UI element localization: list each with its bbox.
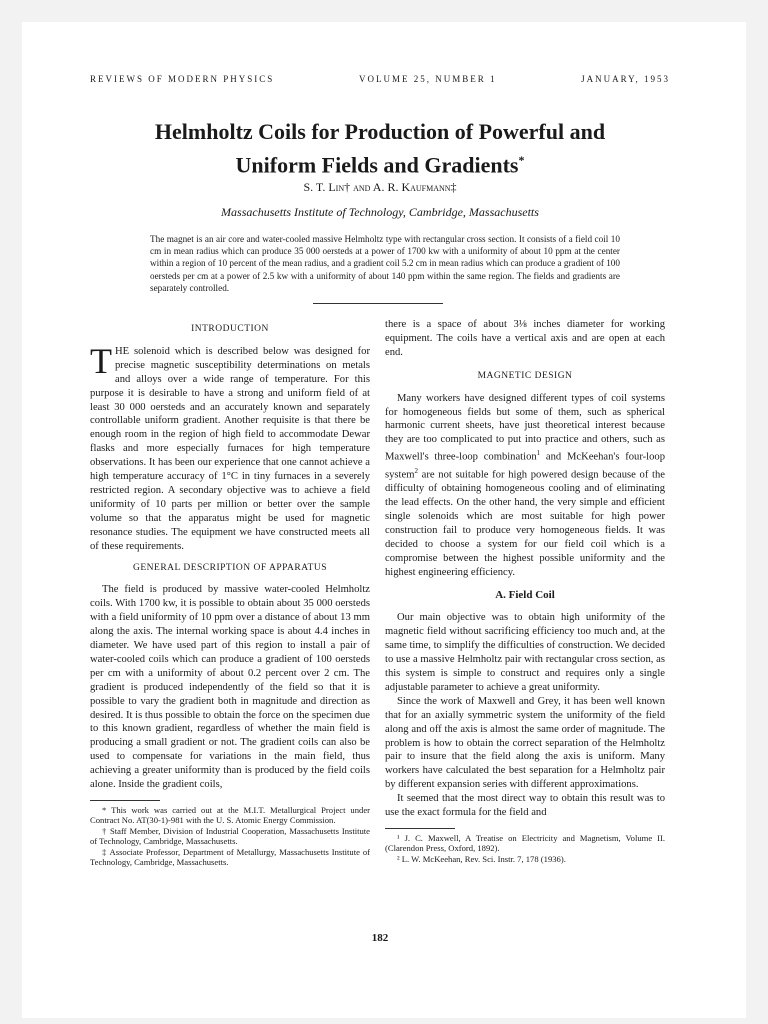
footnote-divider xyxy=(90,800,160,801)
paper-title xyxy=(60,118,700,179)
footnote-divider-right xyxy=(385,828,455,829)
reference-2-mark: 2 xyxy=(414,466,418,475)
footnote-double-dagger: ‡ Associate Professor, Department of Metallurgy, Massachusetts Institute of Technology, Cambridge, Massachusetts. xyxy=(90,846,370,868)
left-column xyxy=(90,318,370,867)
drop-cap: T xyxy=(90,340,112,381)
affiliation: Massachusetts Institute of Technology, Cambridge, Massachusetts xyxy=(221,205,539,219)
abstract-divider xyxy=(313,303,443,304)
magnetic-design-heading: MAGNETIC DESIGN xyxy=(477,370,573,381)
apparatus-heading: GENERAL DESCRIPTION OF APPARATUS xyxy=(133,562,327,573)
right-column xyxy=(385,318,665,864)
introduction-paragraph: THE solenoid which is described below was designed for precise magnetic susceptibility determinations on metals and alloys over a wide range of temperature. For this purpose it is desirable to have a strong and uniform field of at least 30 000 oersteds and an accurately known and separately controllable uniform gradient. Another requisite is that there be enough room in the region of high field to accommodate Dewar flasks and more especially furnaces for high temperature observations. It has been our experience that one cannot achieve a high temperature accuracy of 1°C in tiny furnaces in a severely restricted region. A secondary objective was to achieve a field uniformity of 10 parts per million or better over the sample volume so that the apparatus might be used for magnetic resonance studies. The equipment we have constructed meets all of these requirements. xyxy=(90,340,370,552)
issue-date: JANUARY, 1953 xyxy=(581,74,670,84)
running-header xyxy=(90,74,670,84)
reference-1-mark: 1 xyxy=(536,449,541,458)
footnote-dagger: † Staff Member, Division of Industrial Cooperation, Massachusetts Institute of Technology, Cambridge, Massachusetts. xyxy=(90,825,370,847)
volume-number: VOLUME 25, NUMBER 1 xyxy=(358,74,497,84)
introduction-heading: INTRODUCTION xyxy=(191,324,269,334)
author-list: S. T. Lin† and A. R. Kaufmann‡ xyxy=(303,180,457,194)
title-footnote-mark: * xyxy=(518,153,525,167)
field-coil-paragraph-2: Since the work of Maxwell and Grey, it has been well known that for an axially symmetric system the uniformity of the field along and off the axis is almost the same order of magnitude. The problem is how to obtain the correct separation of the Helmholtz pair to insure that the field along the axis is uniform. Many workers have calculated the best separation for a Helmholtz pair by different expansion series with different approximations. xyxy=(385,695,665,791)
footnote-star: * This work was carried out at the M.I.T. Metallurgical Project under Contract No. AT(30-1)-981 with the U. S. Atomic Energy Commission. xyxy=(90,805,370,826)
magnetic-design-paragraph: Many workers have designed different types of coil systems for homogeneous fields but some of them, such as spherical harmonic current sheets, have just theoretical interest because they are too complicated to put into practice and others, such as Maxwell's three-loop combination$^1$ and McKeehan's four-loop system$^2$ are not suitable for high powered design because of the difficulty of obtaining homogeneous cooling and of eliminating the lead effects. On the other hand, the very simple and efficient single solenoids which are most suitable for high power construction fail to produce very homogeneous fields. It was decided to choose a system for our field coil which is a compromise between the highest possible uniformity and the highest engineering efficiency. xyxy=(385,392,665,578)
footnote-1: ¹ J. C. Maxwell, A Treatise on Electricity and Magnetism, Volume II. (Clarendon Press, Oxford, 1892). xyxy=(385,832,665,854)
field-coil-paragraph-1: Our main objective was to obtain high uniformity of the magnetic field without sacrificing efficiency too much and, at the same time, to simplify the difficulties of construction. We decided to use a massive Helmholtz pair with rectangular cross section, as this system is simple to construct and requires only a single adjustable parameter to achieve a great uniformity. xyxy=(385,612,665,693)
title-line-1: Helmholtz Coils for Production of Powerful and xyxy=(154,119,606,144)
abstract: The magnet is an air core and water-cooled massive Helmholtz type with rectangular cross section. It consists of a field coil 10 cm in mean radius which can produce 35 000 oersteds at a power of 1700 kw with a uniformity of about 10 ppm at the center within a region of 10 percent of the mean radius, and a gradient coil 5.2 cm in mean radius which can produce a gradient of 100 oersteds per cm at a power of 2.5 kw with a uniformity of about 140 ppm within the same region. The fields and gradients are separately controlled. xyxy=(150,234,620,293)
title-line-2: Uniform Fields and Gradients* xyxy=(235,152,525,178)
footnote-2: ² L. W. McKeehan, Rev. Sci. Instr. 7, 178 (1936). xyxy=(397,853,566,864)
continued-paragraph: there is a space of about 3⅛ inches diameter for working equipment. The coils have a vertical axis and are open at each end. xyxy=(385,319,665,358)
apparatus-paragraph: The field is produced by massive water-cooled Helmholtz coils. With 1700 kw, it is possible to obtain about 35 000 oersteds with a field uniformity of 10 ppm over a distance of about 13 mm along the axis. The internal working space is about 4.4 inches in diameter. We have used part of this region to install a pair of water-cooled coils which can produce a gradient of 100 oersteds per cm with a uniformity of about 0.2 percent over 2 cm. The gradient is produced independently of the field so that it is possible to vary the gradient both in magnitude and direction as desired. It is thus possible to obtain the force on the specimen due to this known gradient, regardless of whether the main field is producing a small gradient or not. The gradient coils can also be used to compensate for variations in the main field, thus achieving a greater uniformity than is produced by the field coils alone. Inside the gradient coils, xyxy=(90,584,370,791)
page-number: 182 xyxy=(371,932,389,944)
field-coil-heading: A. Field Coil xyxy=(495,589,555,602)
journal-name: REVIEWS OF MODERN PHYSICS xyxy=(90,74,275,84)
field-coil-paragraph-3: It seemed that the most direct way to obtain this result was to use the exact formula for the field and xyxy=(385,793,665,819)
